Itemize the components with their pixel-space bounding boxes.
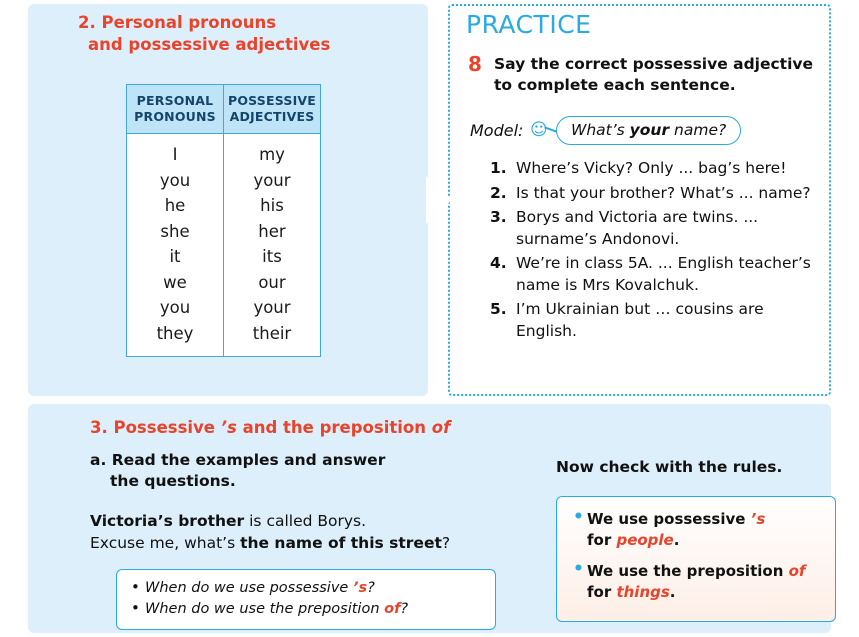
example-1-bold: Victoria’s brother — [90, 512, 245, 530]
question-pre: When do we use possessive — [145, 580, 353, 596]
question-highlight: of — [384, 601, 401, 617]
list-item — [490, 253, 820, 296]
list-item — [145, 599, 485, 620]
cell-adjectives — [224, 134, 321, 357]
pronouns-panel — [28, 4, 428, 396]
task-a-instruction — [90, 450, 490, 492]
questions-list — [127, 578, 485, 620]
list-item — [145, 578, 485, 599]
list-item — [587, 509, 821, 551]
section-2-title — [78, 12, 418, 56]
adjective-list — [224, 134, 320, 356]
section-2-title-line1: 2. Personal pronouns — [78, 13, 277, 32]
model-label: Model: — [470, 121, 524, 140]
item-text: I’m Ukrainian but … cousins are English. — [516, 300, 764, 340]
list-item — [490, 299, 820, 342]
bubble-text-post: name? — [669, 121, 727, 139]
pronoun-list — [127, 134, 223, 356]
item-number: 1. — [490, 159, 507, 177]
list-item: she — [160, 221, 190, 241]
question-highlight: ’s — [352, 580, 368, 596]
list-item: he — [164, 196, 186, 215]
rule-2-line1-highlight: of — [788, 562, 806, 580]
speech-icon: ☺ — [530, 120, 548, 140]
pronouns-table — [126, 84, 321, 357]
arrow-right-icon — [426, 176, 452, 224]
item-text: We’re in class 5A. ... English teacher’s name is Mrs Kovalchuk. — [516, 254, 811, 294]
item-number: 2. — [490, 183, 507, 202]
questions-box — [116, 569, 496, 630]
example-1-rest: is called Borys. — [244, 512, 367, 530]
practice-heading: PRACTICE — [466, 10, 592, 39]
column-header-personal-pronouns — [127, 85, 224, 134]
list-item: it — [169, 247, 181, 266]
example-2-pre: Excuse me, what’s — [90, 534, 241, 552]
item-text: Borys and Victoria are twins. ... surname’s Andonovi. — [516, 208, 759, 248]
column-header-possessive-adjectives — [224, 85, 321, 134]
rule-1-line2-highlight: people — [616, 531, 674, 549]
rule-2-line2-highlight: things — [616, 583, 670, 601]
list-item: my — [259, 145, 285, 164]
example-line-2 — [90, 532, 510, 554]
title-italic-of: of — [431, 418, 451, 437]
question-post: ? — [367, 580, 375, 596]
list-item: her — [258, 221, 286, 241]
task-a-line2: the questions. — [110, 472, 236, 490]
rule-2-line2-post: . — [669, 583, 676, 601]
task-a-line1: a. Read the examples and answer — [90, 451, 386, 469]
item-number: 3. — [490, 208, 507, 226]
model-speech-bubble — [556, 116, 741, 145]
question-pre: When do we use the preposition — [145, 601, 385, 617]
header-line2: ADJECTIVES — [229, 109, 315, 124]
table-body-row — [127, 134, 321, 357]
rules-box — [556, 496, 836, 622]
list-item: I — [172, 145, 178, 164]
list-item — [490, 183, 820, 205]
title-mid: and the preposition — [236, 418, 432, 437]
bubble-text-bold: your — [629, 121, 670, 139]
practice-panel — [448, 4, 831, 396]
section-3-container — [28, 404, 831, 633]
list-item: their — [252, 323, 292, 343]
item-text: Is that your brother? What’s ... name? — [516, 183, 811, 202]
header-line1: PERSONAL — [136, 93, 214, 108]
header-line2: PRONOUNS — [134, 109, 216, 124]
title-pre: 3. Possessive — [90, 418, 221, 437]
list-item: his — [260, 196, 284, 215]
example-line-1 — [90, 510, 510, 532]
rule-2-line2 — [587, 582, 821, 603]
exercise-number: 8 — [468, 52, 482, 76]
example-2-bold: the name of this street — [240, 534, 442, 552]
example-2-post: ? — [441, 534, 451, 552]
exercise-instruction: Say the correct possessive adjective to complete each sentence. — [494, 55, 814, 94]
rule-2-line1-pre: We use the preposition — [587, 562, 789, 580]
rule-1-line1-pre: We use possessive — [587, 510, 751, 528]
item-number: 5. — [490, 300, 507, 318]
list-item — [490, 158, 820, 180]
rules-list — [571, 509, 821, 603]
rule-2-line2-pre: for — [587, 583, 617, 601]
list-item: our — [258, 272, 286, 292]
list-item: we — [163, 272, 187, 292]
now-check-heading: Now check with the rules. — [556, 458, 783, 476]
title-italic-s: ’s — [220, 418, 237, 437]
bubble-text-pre: What’s — [571, 121, 630, 139]
section-2-container — [28, 4, 831, 396]
examples-text — [90, 510, 510, 554]
cell-pronouns — [127, 134, 224, 357]
item-number: 4. — [490, 254, 507, 272]
list-item — [587, 561, 821, 603]
table-header-row — [127, 85, 321, 134]
list-item: your — [253, 170, 291, 190]
list-item: you — [159, 170, 191, 190]
list-item: its — [262, 247, 282, 266]
item-text: Where’s Vicky? Only ... bag’s here! — [516, 159, 787, 177]
rule-1-line2 — [587, 530, 821, 551]
model-row — [470, 116, 820, 148]
section-3-title — [90, 418, 450, 437]
rule-1-line1-highlight: ’s — [750, 510, 766, 528]
question-post: ? — [400, 601, 409, 617]
list-item: they — [156, 323, 194, 343]
list-item: you — [159, 298, 191, 317]
section-2-title-line2: and possessive adjectives — [88, 35, 331, 54]
list-item: your — [253, 298, 291, 317]
rule-1-line2-post: . — [673, 531, 680, 549]
rule-1-line2-pre: for — [587, 531, 617, 549]
header-line1: POSSESSIVE — [227, 93, 317, 108]
list-item — [490, 207, 820, 250]
exercise-sentence-list — [490, 158, 820, 345]
